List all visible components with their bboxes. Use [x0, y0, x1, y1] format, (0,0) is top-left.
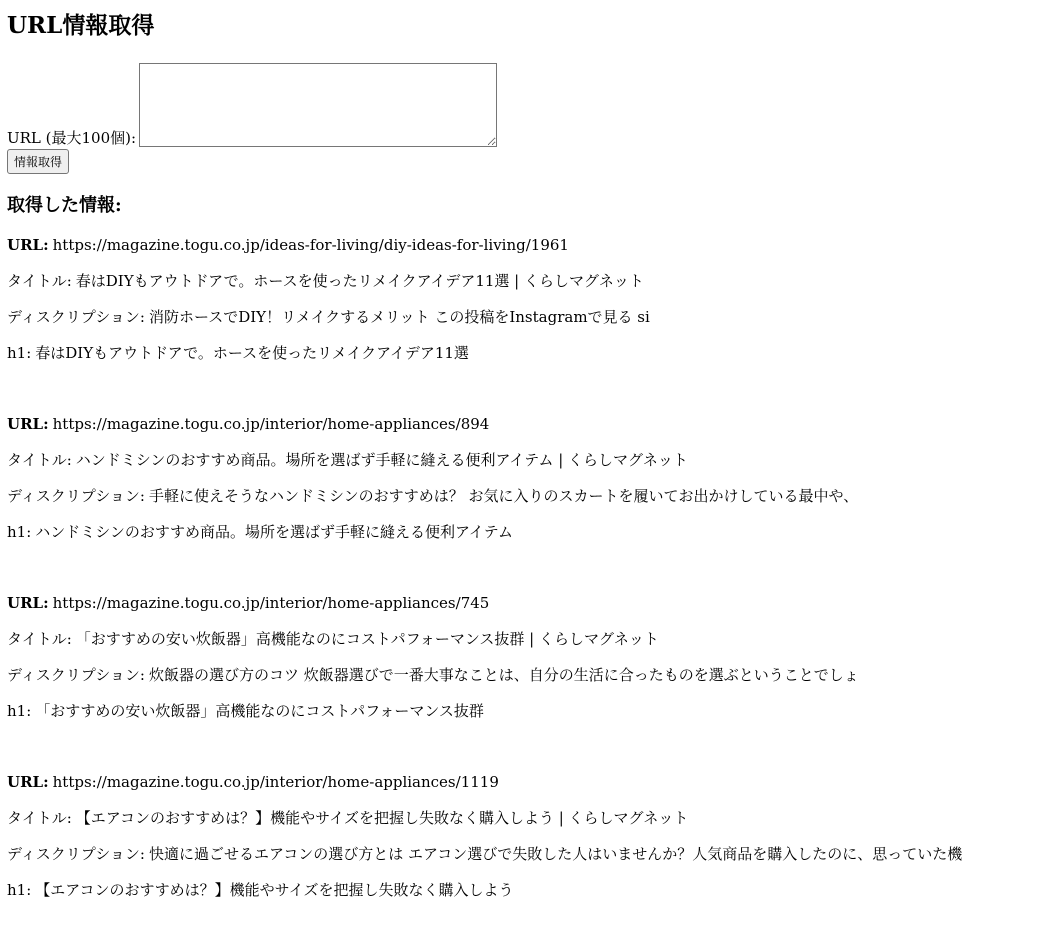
- fetch-info-button[interactable]: 情報取得: [7, 149, 69, 174]
- result-h1: ハンドミシンのおすすめ商品。場所を選ばず手軽に縫える便利アイテム: [35, 523, 513, 541]
- url-label: URL:: [7, 415, 49, 433]
- h1-label: h1:: [7, 702, 32, 720]
- title-label: タイトル:: [7, 272, 72, 290]
- result-title: 【エアコンのおすすめは？】機能やサイズを把握し失敗なく購入しよう | くらしマグネット: [75, 809, 689, 827]
- result-h1-row: [7, 700, 1064, 736]
- result-h1: 「おすすめの安い炊飯器」高機能なのにコストパフォーマンス抜群: [35, 702, 484, 720]
- h1-label: h1:: [7, 344, 32, 362]
- result-description-row: [7, 485, 1064, 521]
- result-entry: [7, 592, 1064, 771]
- result-description-row: [7, 843, 1064, 879]
- title-label: タイトル:: [7, 451, 72, 469]
- url-label: URL:: [7, 773, 49, 791]
- page-title: URL情報取得: [7, 12, 155, 39]
- url-label: URL:: [7, 236, 49, 254]
- result-url: https://magazine.togu.co.jp/interior/home-appliances/745: [52, 594, 490, 612]
- result-url: https://magazine.togu.co.jp/ideas-for-living/diy-ideas-for-living/1961: [52, 236, 569, 254]
- result-entry: [7, 771, 1064, 950]
- url-textarea[interactable]: [139, 63, 497, 147]
- result-description-row: [7, 664, 1064, 700]
- result-title-row: [7, 449, 1064, 485]
- description-label: ディスクリプション:: [7, 845, 145, 863]
- title-label: タイトル:: [7, 809, 72, 827]
- description-label: ディスクリプション:: [7, 487, 145, 505]
- result-entry: [7, 413, 1064, 592]
- title-label: タイトル:: [7, 630, 72, 648]
- h1-label: h1:: [7, 881, 32, 899]
- result-description: 消防ホースでDIY！リメイクするメリット この投稿をInstagramで見る si: [148, 308, 650, 326]
- result-title-row: [7, 270, 1064, 306]
- results-heading: 取得した情報:: [7, 195, 122, 216]
- result-h1-row: [7, 879, 1064, 915]
- url-label: URL:: [7, 594, 49, 612]
- result-entry: [7, 234, 1064, 413]
- result-url-row: [7, 413, 1064, 449]
- description-label: ディスクリプション:: [7, 308, 145, 326]
- result-h1-row: [7, 342, 1064, 378]
- result-h1: 春はDIYもアウトドアで。ホースを使ったリメイクアイデア11選: [35, 344, 469, 362]
- result-url-row: [7, 592, 1064, 628]
- result-description: 手軽に使えそうなハンドミシンのおすすめは？ お気に入りのスカートを履いてお出かけしている最中や、: [148, 487, 859, 505]
- result-description: 快適に過ごせるエアコンの選び方とは エアコン選びで失敗した人はいませんか？人気商品を購入したのに、思っていた機: [148, 845, 963, 863]
- result-url: https://magazine.togu.co.jp/interior/home-appliances/894: [52, 415, 490, 433]
- result-url: https://magazine.togu.co.jp/interior/home-appliances/1119: [52, 773, 499, 791]
- result-url-row: [7, 234, 1064, 270]
- url-form-row: [7, 63, 497, 147]
- result-h1: 【エアコンのおすすめは？】機能やサイズを把握し失敗なく購入しよう: [35, 881, 514, 899]
- result-description: 炊飯器の選び方のコツ 炊飯器選びで一番大事なことは、自分の生活に合ったものを選ぶということでしょ: [148, 666, 859, 684]
- result-h1-row: [7, 521, 1064, 557]
- result-title-row: [7, 628, 1064, 664]
- result-title: ハンドミシンのおすすめ商品。場所を選ばず手軽に縫える便利アイテム | くらしマグネット: [75, 451, 688, 469]
- results-list: [7, 234, 1064, 950]
- description-label: ディスクリプション:: [7, 666, 145, 684]
- result-title-row: [7, 807, 1064, 843]
- result-title: 「おすすめの安い炊飯器」高機能なのにコストパフォーマンス抜群 | くらしマグネット: [75, 630, 659, 648]
- h1-label: h1:: [7, 523, 32, 541]
- result-title: 春はDIYもアウトドアで。ホースを使ったリメイクアイデア11選 | くらしマグネット: [75, 272, 644, 290]
- url-field-label: URL (最大100個):: [7, 129, 137, 147]
- result-url-row: [7, 771, 1064, 807]
- result-description-row: [7, 306, 1064, 342]
